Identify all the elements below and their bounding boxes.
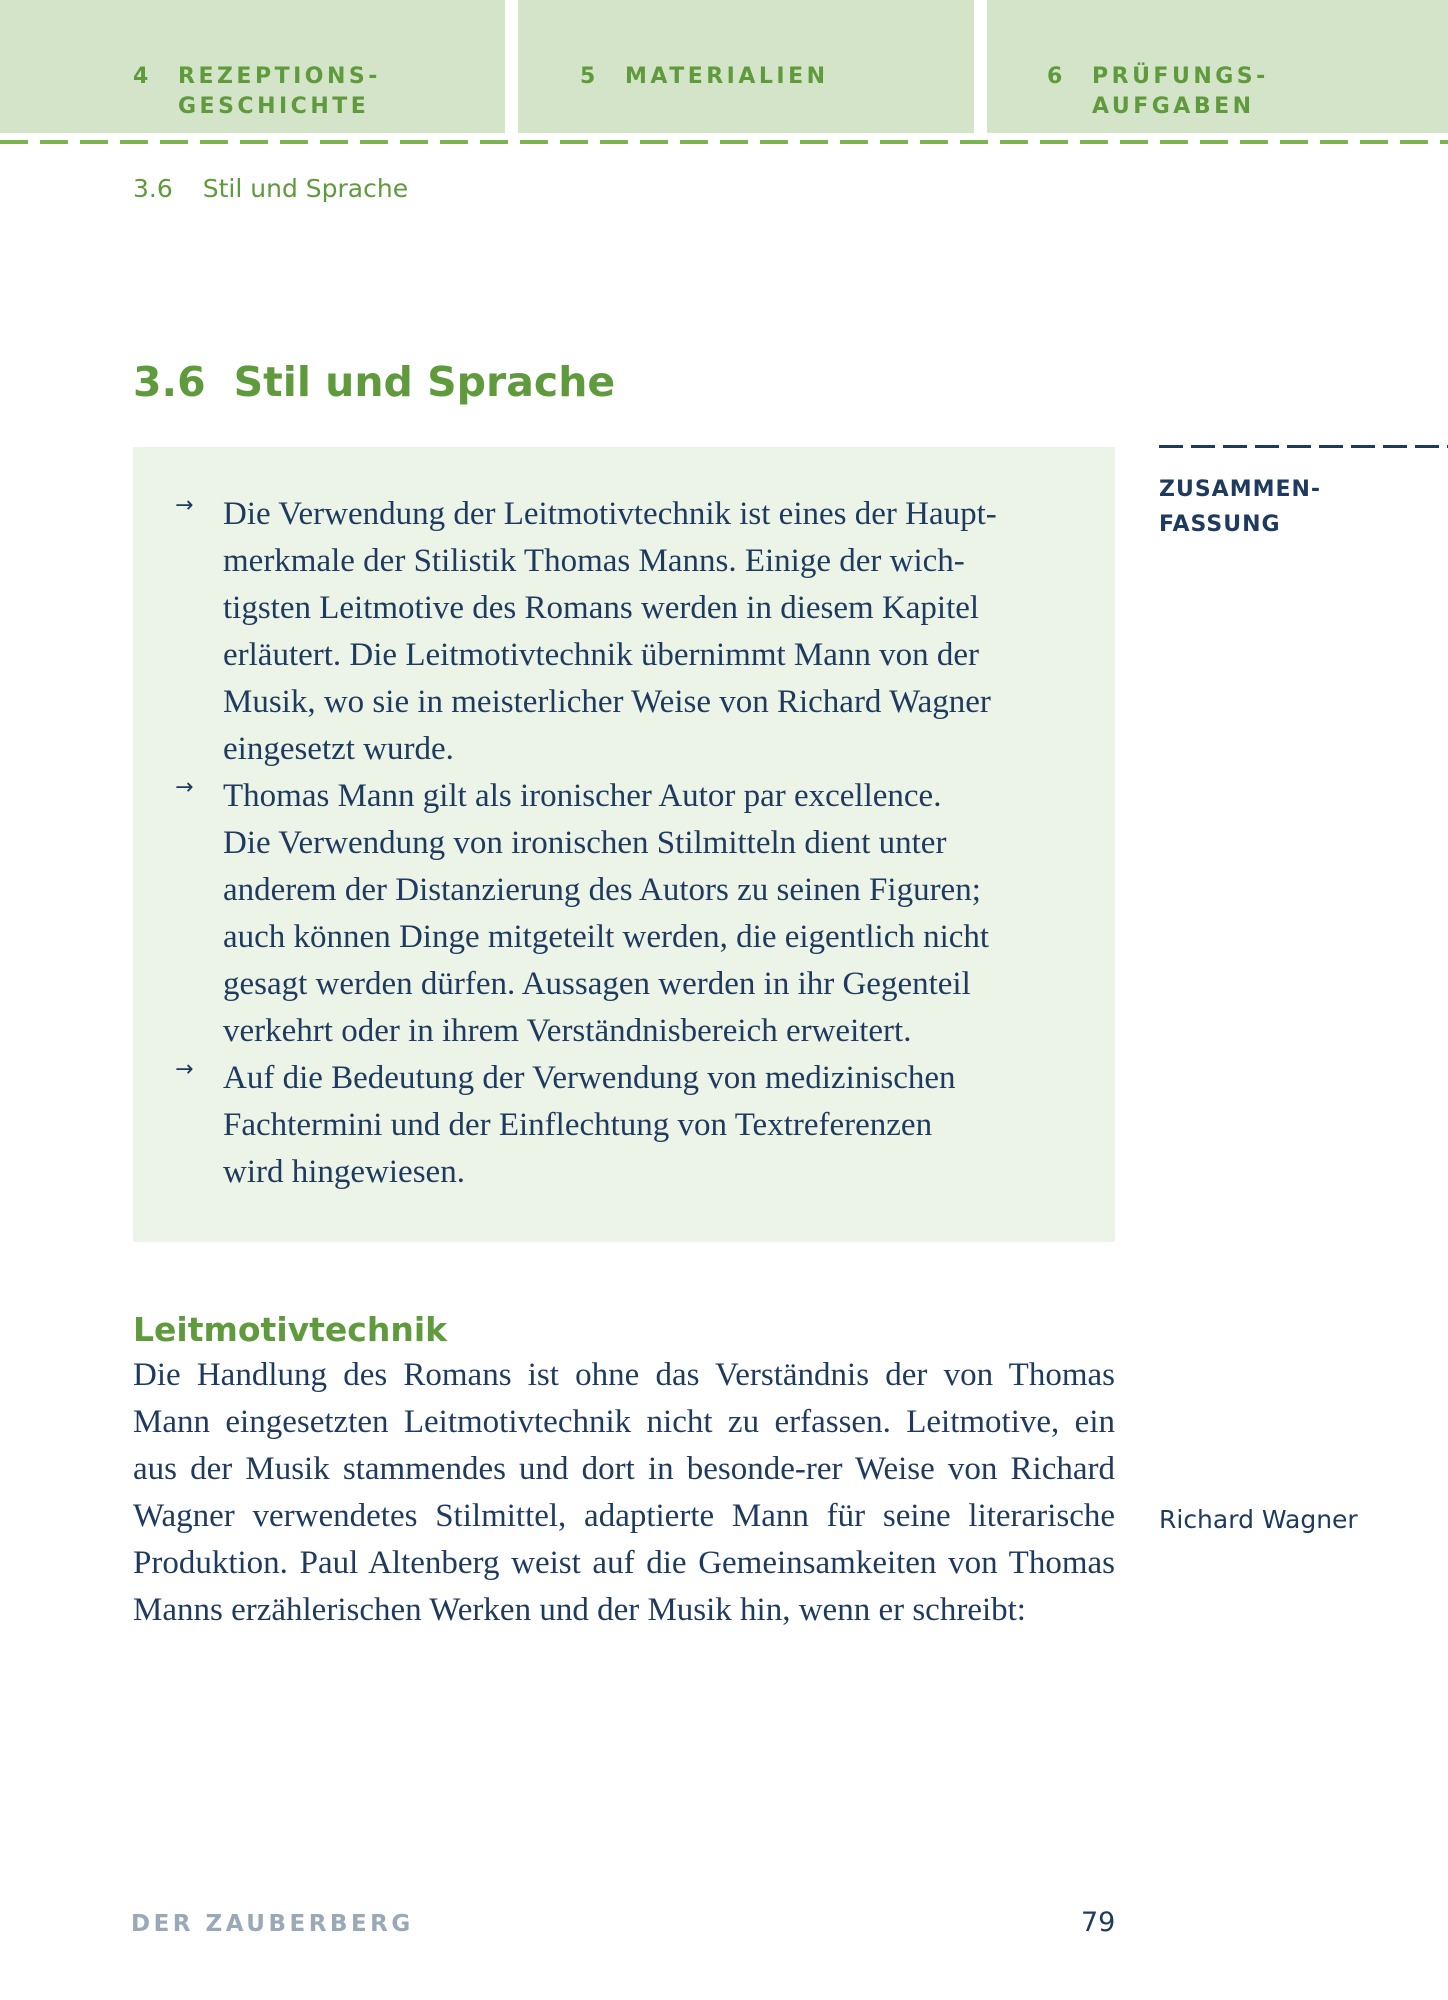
tab-materialien[interactable] (518, 0, 974, 133)
section-heading: Leitmotivtechnik (133, 1310, 448, 1349)
page-title (133, 358, 615, 406)
tab-number: 4 (133, 64, 152, 89)
arrow-right-icon: → (175, 775, 194, 800)
summary-bullet-text: Die Verwendung der Leitmotivtechnik ist eines der Haupt- merkmale der Stilistik Thomas Manns. Einige der wich- tigsten Leitmotive des Romans werden in diesem Kapitel erläutert. Die Leitmotivtechnik übernimmt Mann von der Musik, wo sie in meisterlicher Weise von Richard Wagner eingesetzt wurde. (223, 496, 997, 767)
margin-divider (1159, 445, 1448, 448)
body-paragraph: Die Handlung des Romans ist ohne das Verständnis der von Thomas Mann eingesetzten Leitmotivtechnik nicht zu erfassen. Leitmotive, ein aus der Musik stammendes und dort in besonde-rer Weise von Richard Wagner verwendetes Stilmittel, adaptierte Mann für seine literarische Produktion. Paul Altenberg weist auf die Gemeinsamkeiten von Thomas Manns erzählerischen Werken und der Musik hin, wenn er schreibt: (133, 1357, 1115, 1628)
tab-number: 5 (580, 64, 599, 89)
tab-label: PRÜFUNGS- AUFGABEN (1092, 64, 1269, 119)
page-title-number: 3.6 (133, 358, 206, 406)
summary-bullet (133, 491, 1115, 773)
footer-book-title: DER ZAUBERBERG (131, 1911, 414, 1937)
tab-label: REZEPTIONS- GESCHICHTE (178, 64, 381, 119)
breadcrumb-label: Stil und Sprache (202, 174, 409, 203)
breadcrumb (133, 174, 408, 203)
margin-label-zusammenfassung: ZUSAMMEN- FASSUNG (1159, 477, 1322, 537)
margin-note: Richard Wagner (1159, 1505, 1358, 1534)
tab-pruefungsaufgaben[interactable] (987, 0, 1448, 133)
summary-bullet (133, 1055, 1115, 1196)
breadcrumb-number: 3.6 (133, 174, 173, 203)
arrow-right-icon: → (175, 1057, 194, 1082)
summary-bullet-text: Auf die Bedeutung der Verwendung von medizinischen Fachtermini und der Einflechtung von Textreferenzen wird hingewiesen. (223, 1060, 956, 1190)
header-divider (0, 140, 1448, 144)
page-number: 79 (1081, 1907, 1116, 1938)
page-title-label: Stil und Sprache (233, 358, 616, 406)
arrow-right-icon: → (175, 493, 194, 518)
tab-rezeptionsgeschichte[interactable] (0, 0, 505, 133)
tab-label: MATERIALIEN (625, 64, 829, 89)
summary-bullet-text: Thomas Mann gilt als ironischer Autor par excellence. Die Verwendung von ironischen Stilmitteln dient unter anderem der Distanzierung des Autors zu seinen Figuren; auch können Dinge mitgeteilt werden, die eigentlich nicht gesagt werden dürfen. Aussagen werden in ihr Gegenteil verkehrt oder in ihrem Verständnisbereich erweitert. (223, 778, 990, 1049)
summary-box (133, 447, 1115, 1242)
summary-bullet (133, 773, 1115, 1055)
tab-number: 6 (1047, 64, 1066, 89)
